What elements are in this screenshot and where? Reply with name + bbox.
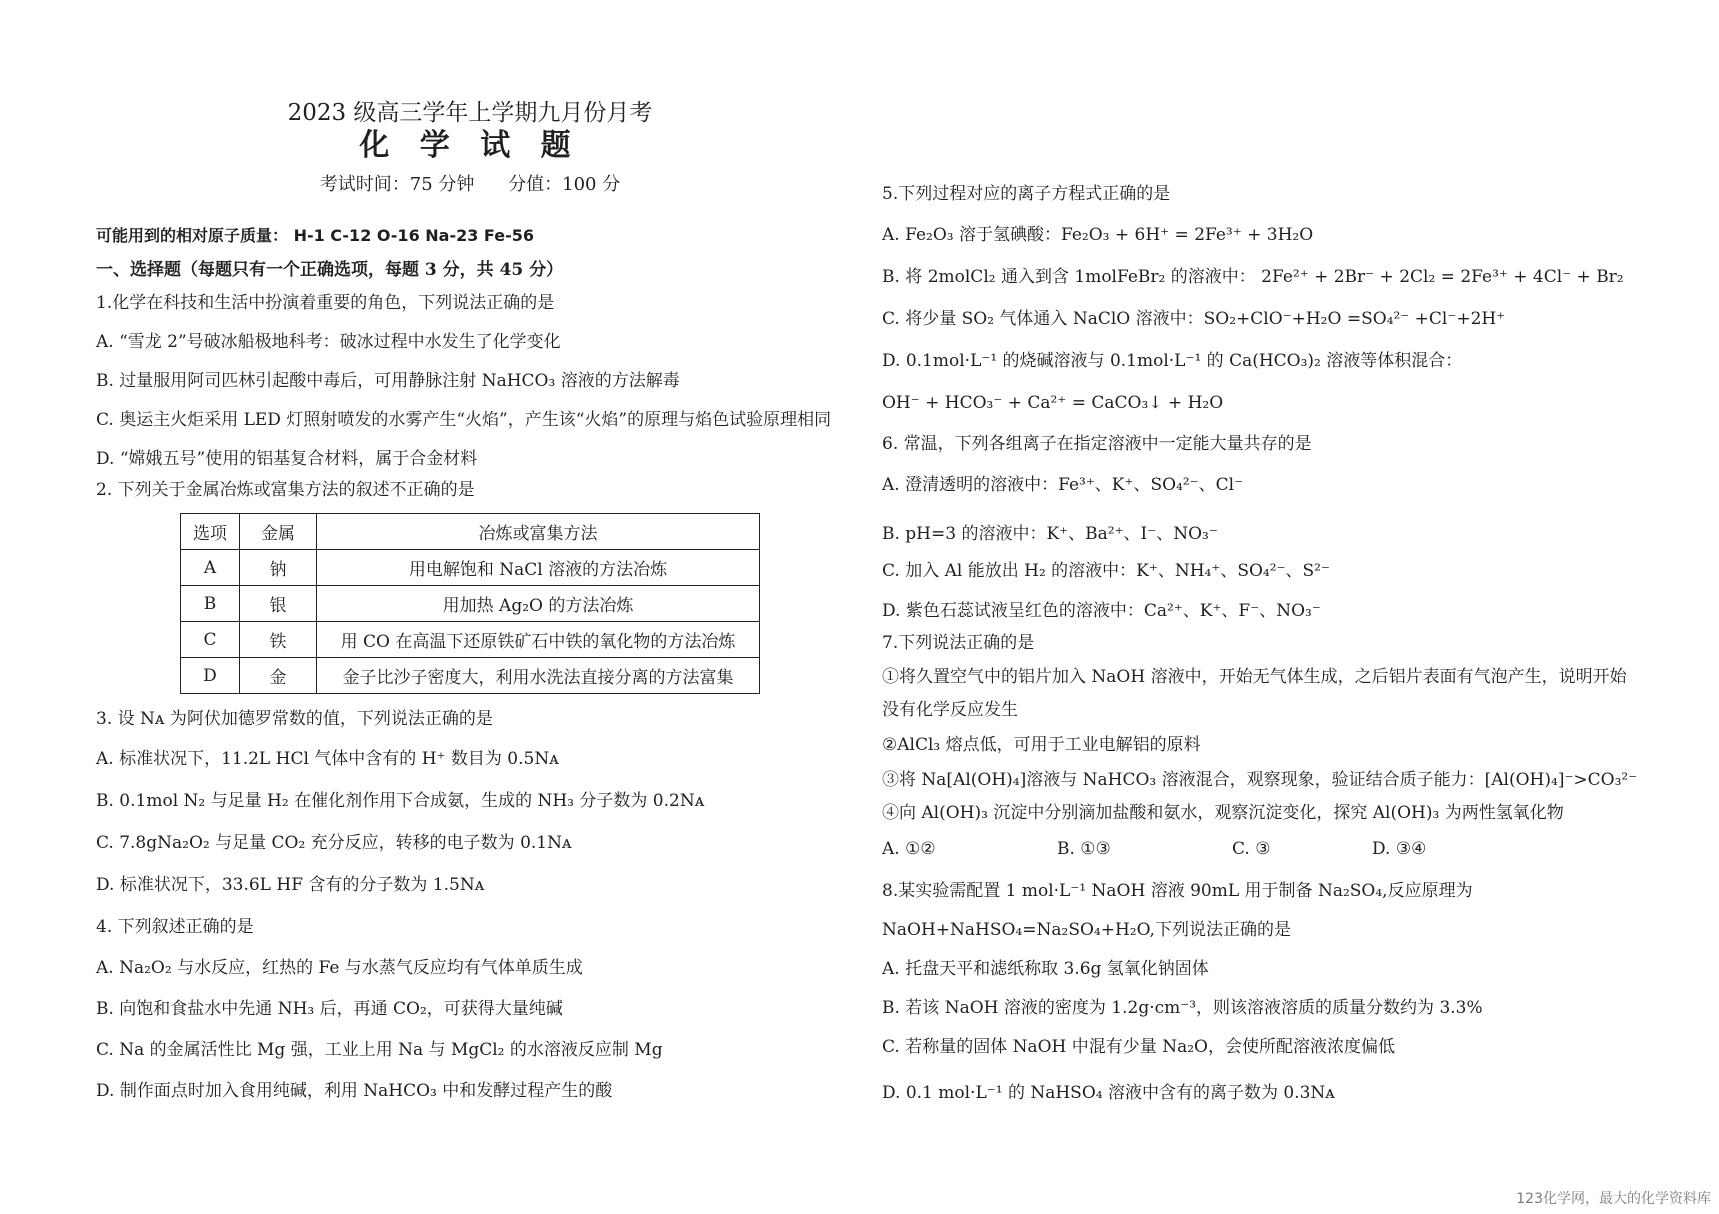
q3-option-c: C. 7.8gNa₂O₂ 与足量 CO₂ 充分反应，转移的电子数为 0.1Nᴀ <box>96 833 572 853</box>
section-heading: 一、选择题（每题只有一个正确选项，每题 3 分，共 45 分） <box>96 260 564 280</box>
q7-statement-1-cont: 没有化学反应发生 <box>882 700 1018 720</box>
q8-stem: 8.某实验需配置 1 mol·L⁻¹ NaOH 溶液 90mL 用于制备 Na₂SO₄,反应原理为 <box>882 881 1473 901</box>
q2-stem: 2. 下列关于金属冶炼或富集方法的叙述不正确的是 <box>96 480 475 500</box>
q1-option-a: A. “雪龙 2”号破冰船极地科考：破冰过程中水发生了化学变化 <box>96 332 561 352</box>
q4-option-c: C. Na 的金属活性比 Mg 强，工业上用 Na 与 MgCl₂ 的水溶液反应制 Mg <box>96 1040 663 1060</box>
table-cell: 金 <box>240 658 317 694</box>
q7-option-d: D. ③④ <box>1372 839 1427 859</box>
subject-title: 化 学 试 题 <box>359 128 581 163</box>
q8-option-b: B. 若该 NaOH 溶液的密度为 1.2g·cm⁻³，则该溶液溶质的质量分数约为 3.3% <box>882 998 1483 1018</box>
table-cell: B <box>181 586 240 622</box>
q8-option-a: A. 托盘天平和滤纸称取 3.6g 氢氧化钠固体 <box>882 959 1209 979</box>
exam-time: 考试时间：75 分钟 <box>319 174 475 195</box>
q4-option-a: A. Na₂O₂ 与水反应，红热的 Fe 与水蒸气反应均有气体单质生成 <box>96 958 583 978</box>
q5-option-a: A. Fe₂O₃ 溶于氢碘酸：Fe₂O₃ + 6H⁺ = 2Fe³⁺ + 3H₂O <box>882 225 1314 245</box>
table-row <box>181 586 760 622</box>
exam-score: 分值：100 分 <box>508 174 621 195</box>
table-cell: 用 CO 在高温下还原铁矿石中铁的氧化物的方法冶炼 <box>317 622 760 658</box>
q7-option-b: B. ①③ <box>1057 839 1111 859</box>
q4-option-d: D. 制作面点时加入食用纯碱，利用 NaHCO₃ 中和发酵过程产生的酸 <box>96 1081 613 1101</box>
q7-statement-2: ②AlCl₃ 熔点低，可用于工业电解铝的原料 <box>882 735 1201 755</box>
table-header-cell: 选项 <box>181 514 240 550</box>
table-cell: A <box>181 550 240 586</box>
q7-option-a: A. ①② <box>882 839 936 859</box>
table-header-cell: 冶炼或富集方法 <box>317 514 760 550</box>
table-cell: 用加热 Ag₂O 的方法冶炼 <box>317 586 760 622</box>
table-cell: 钠 <box>240 550 317 586</box>
q6-option-d: D. 紫色石蕊试液呈红色的溶液中：Ca²⁺、K⁺、F⁻、NO₃⁻ <box>882 601 1321 621</box>
q4-option-b: B. 向饱和食盐水中先通 NH₃ 后，再通 CO₂，可获得大量纯碱 <box>96 999 563 1019</box>
q5-stem: 5.下列过程对应的离子方程式正确的是 <box>882 184 1171 204</box>
q1-stem: 1.化学在科技和生活中扮演着重要的角色，下列说法正确的是 <box>96 293 555 313</box>
exam-meta <box>270 173 670 197</box>
table-cell: 铁 <box>240 622 317 658</box>
table-row <box>181 622 760 658</box>
table-header-cell: 金属 <box>240 514 317 550</box>
q5-option-d-equation: OH⁻ + HCO₃⁻ + Ca²⁺ = CaCO₃↓ + H₂O <box>882 393 1224 413</box>
q7-option-c: C. ③ <box>1232 839 1271 859</box>
q3-stem: 3. 设 Nᴀ 为阿伏加德罗常数的值，下列说法正确的是 <box>96 709 493 729</box>
table-cell: 银 <box>240 586 317 622</box>
q3-option-b: B. 0.1mol N₂ 与足量 H₂ 在催化剂作用下合成氨，生成的 NH₃ 分子数为 0.2Nᴀ <box>96 791 705 811</box>
q4-stem: 4. 下列叙述正确的是 <box>96 917 254 937</box>
q5-option-b: B. 将 2molCl₂ 通入到含 1molFeBr₂ 的溶液中： 2Fe²⁺ + 2Br⁻ + 2Cl₂ = 2Fe³⁺ + 4Cl⁻ + Br₂ <box>882 267 1624 287</box>
q7-statement-1: ①将久置空气中的铝片加入 NaOH 溶液中，开始无气体生成，之后铝片表面有气泡产生，说明开始 <box>882 667 1627 687</box>
q5-option-d: D. 0.1mol·L⁻¹ 的烧碱溶液与 0.1mol·L⁻¹ 的 Ca(HCO₃)₂ 溶液等体积混合： <box>882 351 1463 371</box>
q1-option-d: D. “嫦娥五号”使用的铝基复合材料，属于合金材料 <box>96 449 478 469</box>
q8-option-c: C. 若称量的固体 NaOH 中混有少量 Na₂O，会使所配溶液浓度偏低 <box>882 1037 1395 1057</box>
q5-option-c: C. 将少量 SO₂ 气体通入 NaClO 溶液中：SO₂+ClO⁻+H₂O =SO₄²⁻ +Cl⁻+2H⁺ <box>882 309 1506 329</box>
atomic-masses: 可能用到的相对原子质量： H-1 C-12 O-16 Na-23 Fe-56 <box>96 226 534 245</box>
q7-statement-4: ④向 Al(OH)₃ 沉淀中分别滴加盐酸和氨水，观察沉淀变化，探究 Al(OH)₃ 为两性氢氧化物 <box>882 803 1564 823</box>
q6-option-a: A. 澄清透明的溶液中：Fe³⁺、K⁺、SO₄²⁻、Cl⁻ <box>882 475 1244 495</box>
table-row <box>181 658 760 694</box>
q6-option-b: B. pH=3 的溶液中：K⁺、Ba²⁺、I⁻、NO₃⁻ <box>882 524 1218 544</box>
table-header-row <box>181 514 760 550</box>
q8-option-d: D. 0.1 mol·L⁻¹ 的 NaHSO₄ 溶液中含有的离子数为 0.3Nᴀ <box>882 1083 1335 1103</box>
footer-watermark: 123化学网，最大的化学资料库 <box>1516 1191 1711 1207</box>
q1-option-c: C. 奥运主火炬采用 LED 灯照射喷发的水雾产生“火焰”，产生该“火焰”的原理与焰色试验原理相同 <box>96 410 832 430</box>
q2-table <box>180 513 760 694</box>
table-cell: 金子比沙子密度大，利用水洗法直接分离的方法富集 <box>317 658 760 694</box>
q6-option-c: C. 加入 Al 能放出 H₂ 的溶液中：K⁺、NH₄⁺、SO₄²⁻、S²⁻ <box>882 561 1330 581</box>
q1-option-b: B. 过量服用阿司匹林引起酸中毒后，可用静脉注射 NaHCO₃ 溶液的方法解毒 <box>96 371 680 391</box>
table-row <box>181 550 760 586</box>
table-cell: C <box>181 622 240 658</box>
table-cell: 用电解饱和 NaCl 溶液的方法冶炼 <box>317 550 760 586</box>
table-cell: D <box>181 658 240 694</box>
exam-title: 2023 级高三学年上学期九月份月考 <box>287 100 653 126</box>
q6-stem: 6. 常温，下列各组离子在指定溶液中一定能大量共存的是 <box>882 434 1312 454</box>
q7-stem: 7.下列说法正确的是 <box>882 633 1035 653</box>
q3-option-d: D. 标准状况下，33.6L HF 含有的分子数为 1.5Nᴀ <box>96 875 485 895</box>
q3-option-a: A. 标准状况下，11.2L HCl 气体中含有的 H⁺ 数目为 0.5Nᴀ <box>96 749 559 769</box>
q8-stem-cont: NaOH+NaHSO₄=Na₂SO₄+H₂O,下列说法正确的是 <box>882 920 1291 940</box>
q7-statement-3: ③将 Na[Al(OH)₄]溶液与 NaHCO₃ 溶液混合，观察现象，验证结合质子能力：[Al(OH)₄]⁻>CO₃²⁻ <box>882 770 1638 790</box>
